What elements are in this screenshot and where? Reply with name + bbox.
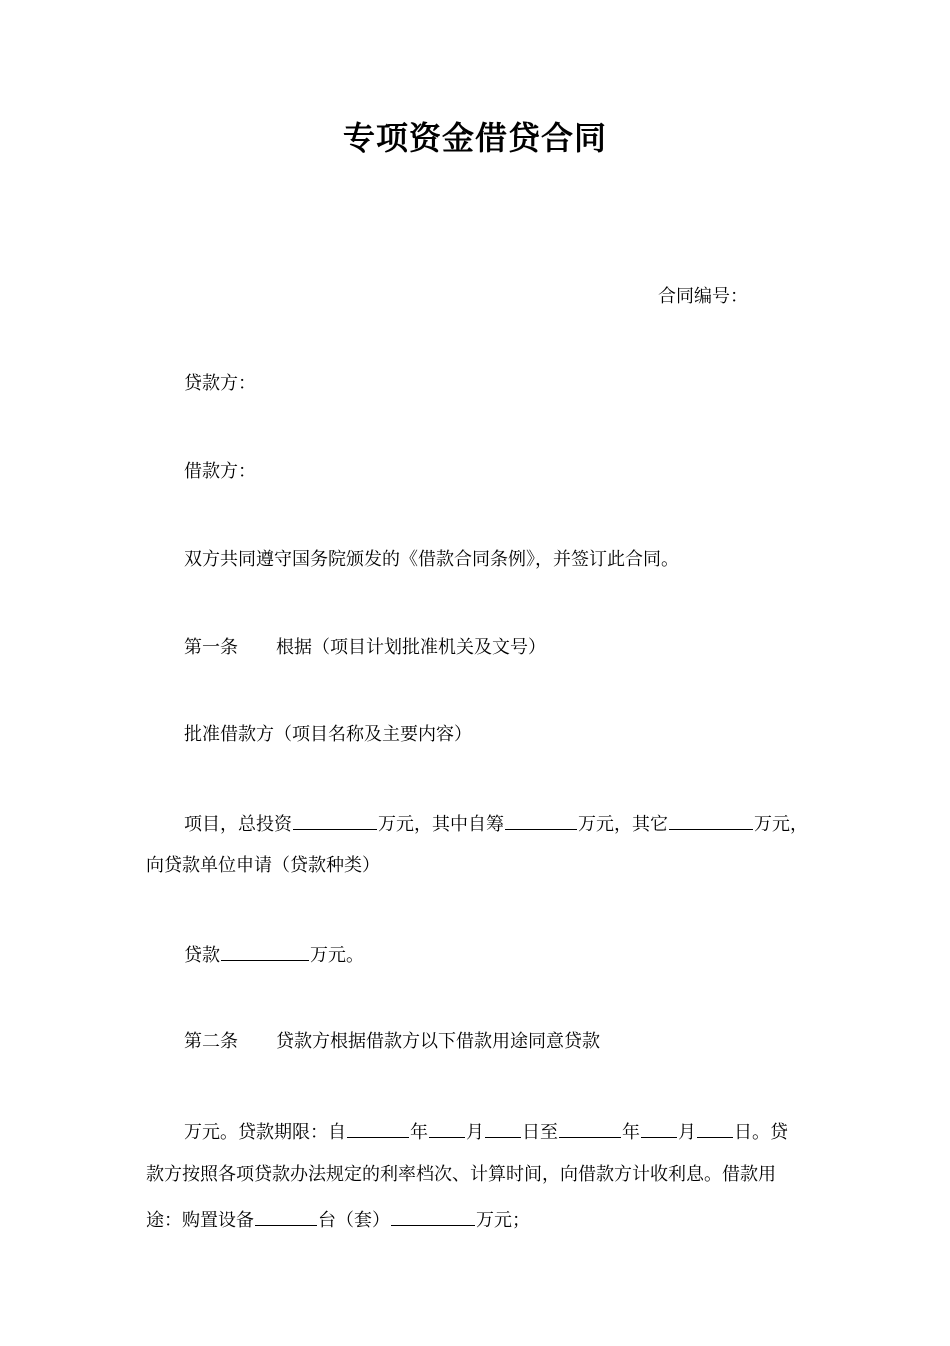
- investment-text-4: 万元，: [754, 814, 808, 835]
- term-text-1: 万元。贷款期限：自: [184, 1122, 346, 1143]
- loan-text-2: 万元。: [310, 945, 364, 966]
- end-year-blank[interactable]: [559, 1117, 621, 1138]
- loan-type-line: 向贷款单位申请（贷款种类）: [146, 855, 380, 876]
- total-investment-blank[interactable]: [293, 809, 377, 830]
- term-year-2: 年: [622, 1122, 640, 1143]
- contract-number-label: 合同编号：: [658, 286, 748, 307]
- borrower-label: 借款方：: [184, 461, 256, 482]
- document-title: 专项资金借贷合同: [342, 119, 607, 157]
- purpose-line: [146, 1205, 530, 1235]
- investment-text-1: 项目，总投资: [184, 814, 292, 835]
- end-month-blank[interactable]: [641, 1117, 677, 1138]
- loan-amount-blank[interactable]: [221, 940, 309, 961]
- purpose-text-2: 台（套）: [318, 1210, 390, 1231]
- article-2: [184, 1028, 600, 1056]
- start-month-blank[interactable]: [429, 1117, 465, 1138]
- term-year-1: 年: [410, 1122, 428, 1143]
- equipment-count-blank[interactable]: [255, 1205, 317, 1226]
- term-line: [184, 1117, 788, 1147]
- term-month-2: 月: [678, 1122, 696, 1143]
- article-2-heading: 第二条: [184, 1031, 238, 1052]
- term-day-end: 日。贷: [734, 1122, 788, 1143]
- approve-line: 批准借款方（项目名称及主要内容）: [184, 724, 472, 745]
- loan-amount-line: [184, 940, 364, 970]
- investment-text-2: 万元，其中自筹: [378, 814, 504, 835]
- equipment-amount-blank[interactable]: [391, 1205, 475, 1226]
- lender-label: 贷款方：: [184, 373, 256, 394]
- article-1: [184, 634, 546, 662]
- article-1-heading: 第一条: [184, 637, 238, 658]
- article-1-text: 根据（项目计划批准机关及文号）: [276, 637, 546, 658]
- start-year-blank[interactable]: [347, 1117, 409, 1138]
- end-day-blank[interactable]: [697, 1117, 733, 1138]
- other-funds-blank[interactable]: [669, 809, 753, 830]
- loan-text-1: 贷款: [184, 945, 220, 966]
- interest-line: 款方按照各项贷款办法规定的利率档次、计算时间，向借款方计收利息。借款用: [146, 1164, 776, 1185]
- preamble-text: 双方共同遵守国务院颁发的《借款合同条例》，并签订此合同。: [184, 549, 679, 570]
- term-month-1: 月: [466, 1122, 484, 1143]
- start-day-blank[interactable]: [485, 1117, 521, 1138]
- investment-line: [184, 809, 808, 839]
- self-raised-blank[interactable]: [505, 809, 577, 830]
- investment-text-3: 万元，其它: [578, 814, 668, 835]
- term-day-to: 日至: [522, 1122, 558, 1143]
- purpose-text-1: 途：购置设备: [146, 1210, 254, 1231]
- purpose-text-3: 万元；: [476, 1210, 530, 1231]
- article-2-text: 贷款方根据借款方以下借款用途同意贷款: [276, 1031, 600, 1052]
